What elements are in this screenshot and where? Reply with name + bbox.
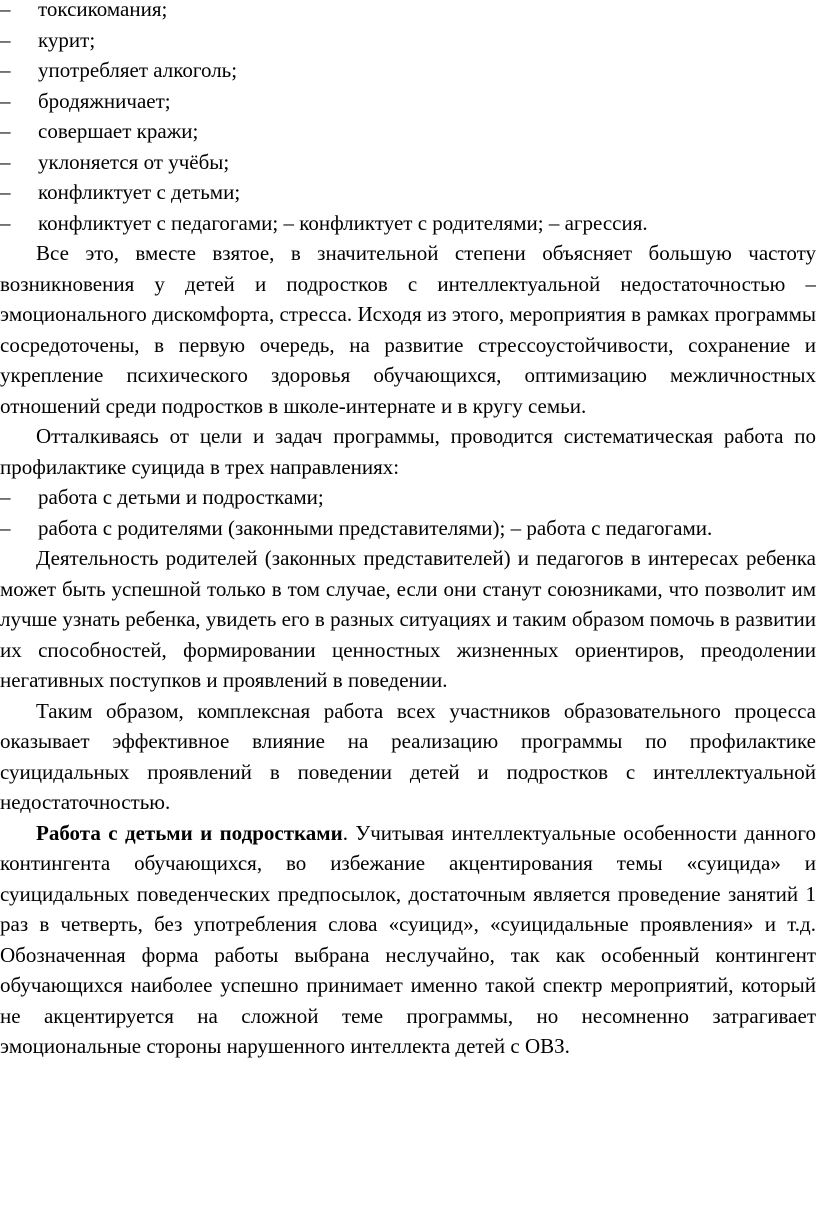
list-item — [0, 177, 816, 208]
dash-bullet: – — [0, 515, 11, 540]
directions-list — [0, 482, 816, 543]
list-item — [0, 25, 816, 56]
paragraph-work-with-children — [0, 818, 816, 1062]
paragraph-prevention-directions: Отталкиваясь от цели и задач программы, проводится систематическая работа по профилактике суицида в трех направлениях: — [0, 424, 816, 479]
list-item — [0, 55, 816, 86]
paragraph-text: . Учитывая интеллектуальные особенности данного контингента обучающихся, во избежание акцентирования темы «суицида» и суицидальных поведенческих предпосылок, достаточным является проведение занятий 1 раз в четверть, без употребления слова «суицид», «суицидальные проявления» и т.д. Обозначенная форма работы выбрана неслучайно, так как особенный контингент обучающихся наиболее успешно принимает именно такой спектр мероприятий, который не акцентируется на сложной теме программы, но несомненно затрагивает эмоциональные стороны нарушенного интеллекта детей с ОВЗ. — [0, 820, 816, 1058]
section-lead-bold: Работа с детьми и подростками — [36, 820, 343, 845]
list-item — [0, 482, 816, 513]
dash-bullet: – — [0, 180, 11, 204]
dash-bullet: – — [0, 485, 11, 509]
list-item-text: совершает кражи; — [38, 119, 199, 143]
list-item-text: работа с детьми и подростками; — [38, 485, 324, 509]
dash-bullet: – — [0, 58, 11, 82]
list-item-text: курит; — [38, 27, 96, 52]
dash-bullet: – — [0, 88, 11, 113]
dash-bullet: – — [0, 119, 11, 143]
dash-bullet: – — [0, 27, 11, 52]
dash-bullet: – — [0, 149, 11, 174]
list-item — [0, 86, 816, 117]
list-item — [0, 208, 816, 239]
list-item-text: работа с родителями (законными представителями); – работа с педагогами. — [38, 515, 713, 540]
list-item-text: конфликтует с детьми; — [38, 180, 241, 204]
list-item — [0, 116, 816, 147]
dash-bullet: – — [0, 210, 11, 235]
list-item-text: уклоняется от учёбы; — [38, 149, 230, 174]
list-item-text: токсикомания; — [38, 0, 168, 21]
paragraph-stress-explanation: Все это, вместе взятое, в значительной степени объясняет большую частоту возникновения у детей и подростков с интеллектуальной недостаточностью – эмоционального дискомфорта, стресса. Исходя из этого, мероприятия в рамках программы сосредоточены, в первую очередь, на развитие стрессоустойчивости, сохранение и укрепление психического здоровья обучающихся, оптимизацию межличностных отношений среди подростков в школе-интернате и в кругу семьи. — [0, 241, 816, 418]
list-item — [0, 513, 816, 544]
dash-bullet: – — [0, 0, 11, 21]
list-item-text: употребляет алкоголь; — [38, 58, 238, 82]
list-item-text: конфликтует с педагогами; – конфликтует с родителями; – агрессия. — [38, 210, 648, 235]
list-item — [0, 147, 816, 178]
paragraph-parents-teachers: Деятельность родителей (законных представителей) и педагогов в интересах ребенка может быть успешной только в том случае, если они станут союзниками, что позволит им лучше узнать ребенка, увидеть его в разных ситуациях и таким образом помочь в развитии их способностей, формировании ценностных жизненных ориентиров, преодолении негативных поступков и проявлений в поведении. — [0, 546, 816, 692]
list-item-text: бродяжничает; — [38, 88, 171, 113]
risk-factors-list — [0, 0, 816, 238]
list-item — [0, 0, 816, 25]
paragraph-complex-work: Таким образом, комплексная работа всех участников образовательного процесса оказывает эффективное влияние на реализацию программы по профилактике суицидальных проявлений в поведении детей и подростков с интеллектуальной недостаточностью. — [0, 698, 816, 814]
